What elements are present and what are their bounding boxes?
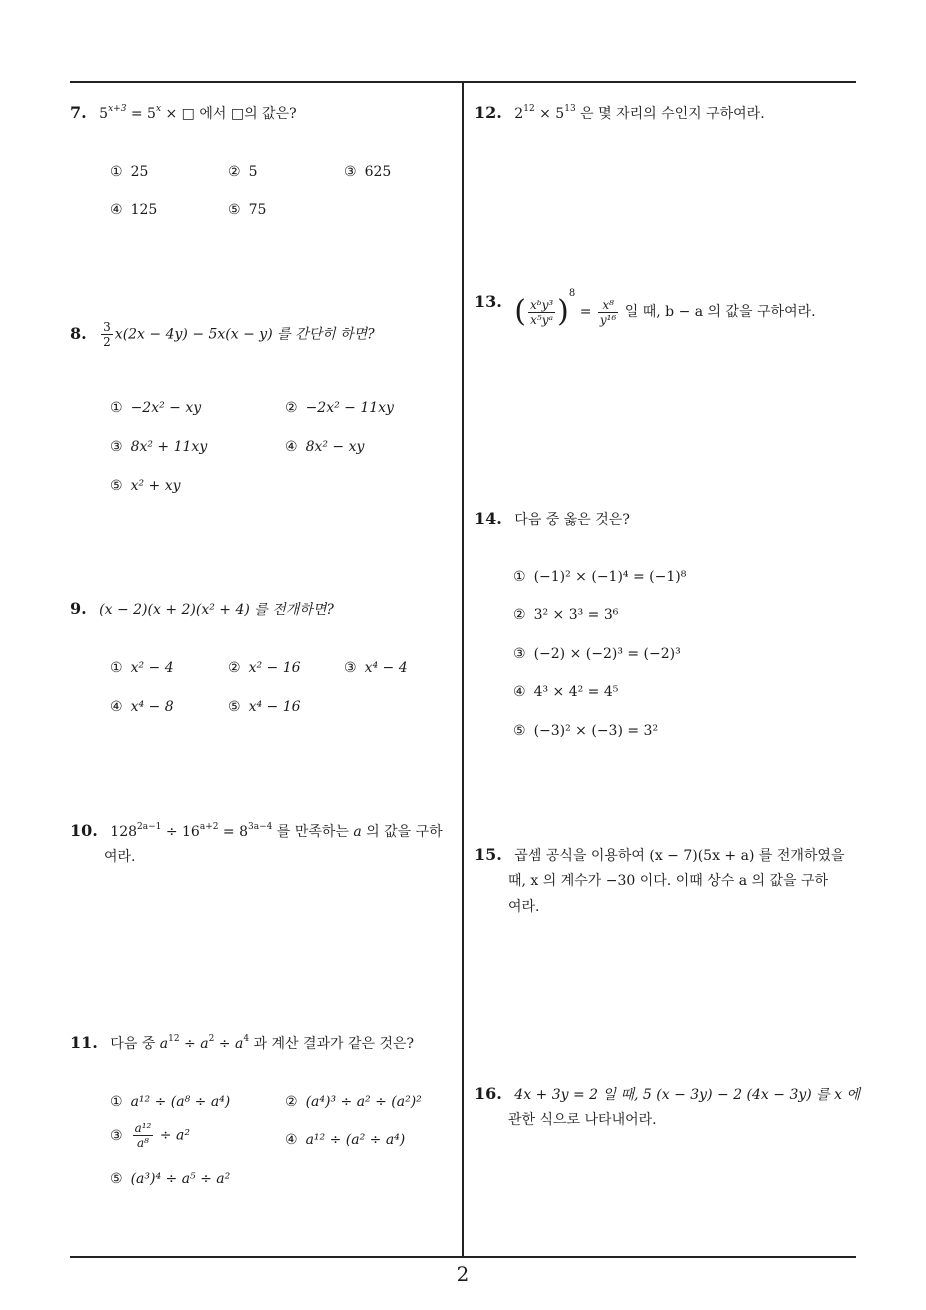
q7-option-5[interactable]: ⑤ 75 (228, 202, 267, 218)
q11-option-4[interactable]: ④ a¹² ÷ (a² ÷ a⁴) (285, 1132, 406, 1148)
question-number: 7. (70, 103, 87, 122)
q8-option-4[interactable]: ④ 8x² − xy (285, 439, 365, 455)
question-9 (70, 596, 334, 623)
question-8 (70, 320, 375, 349)
question-number: 8. (70, 323, 87, 343)
q7-option-3[interactable]: ③ 625 (344, 164, 392, 180)
question-stem-line1: $128^{2a-1} \div 16^{a+2} = 8^{3a-4}$ 를 만족하는 a 의 값을 구하 (110, 822, 443, 840)
question-stem-line1: 곱셈 공식을 이용하여 (x − 7)(5x + a) 를 전개하였을 (514, 848, 845, 864)
close-paren: ) (557, 294, 569, 329)
question-stem: (x − 2)(x + 2)(x² + 4) 를 전개하면? (99, 602, 334, 618)
inner-fraction: $\frac{\text{xᵇy³}}{\text{x⁵yᵃ}}$ (530, 297, 554, 327)
question-stem: $5^{x+3} = 5^x$ × □ 에서 □의 값은? (99, 104, 297, 122)
q11-option-3[interactable]: ③ $\frac{\text{a¹²}}{\text{a⁸}}$ ÷ a² (110, 1121, 190, 1150)
q9-option-5[interactable]: ⑤ x⁴ − 16 (228, 699, 301, 715)
q11-option-1[interactable]: ① a¹² ÷ (a⁸ ÷ a⁴) (110, 1094, 231, 1110)
question-16 (474, 1081, 860, 1108)
page-number: 2 (456, 1262, 470, 1286)
question-number: 11. (70, 1033, 98, 1052)
q7-option-1[interactable]: ① 25 (110, 164, 149, 180)
question-14 (474, 506, 630, 533)
q14-option-5[interactable]: ⑤ (−3)² × (−3) = 3² (513, 723, 659, 739)
q11-option-5[interactable]: ⑤ (a³)⁴ ÷ a⁵ ÷ a² (110, 1171, 231, 1187)
q11-option-2[interactable]: ② (a⁴)³ ÷ a² ÷ (a²)² (285, 1094, 422, 1110)
question-number: 13. (474, 292, 502, 311)
rhs-fraction: $\frac{\text{x⁸}}{\text{y¹⁶}}$ (599, 297, 617, 327)
question-15-line3: 여라. (508, 899, 540, 915)
question-11 (70, 1030, 414, 1057)
question-16-line2: 관한 식으로 나타내어라. (508, 1112, 657, 1128)
q14-option-1[interactable]: ① (−1)² × (−1)⁴ = (−1)⁸ (513, 569, 687, 585)
column-divider (462, 82, 464, 1257)
question-12 (474, 100, 765, 127)
question-number: 10. (70, 821, 98, 840)
outer-exponent: 8 (568, 288, 576, 300)
question-stem: 다음 중 $a^{12} \div a^2 \div a^4$ 과 계산 결과가 같은 것은? (110, 1034, 415, 1052)
q9-option-4[interactable]: ④ x⁴ − 8 (110, 699, 174, 715)
q7-option-2[interactable]: ② 5 (228, 164, 258, 180)
question-number: 12. (474, 103, 502, 122)
q9-option-3[interactable]: ③ x⁴ − 4 (344, 660, 408, 676)
q14-option-3[interactable]: ③ (−2) × (−2)³ = (−2)³ (513, 646, 681, 662)
q9-option-1[interactable]: ① x² − 4 (110, 660, 174, 676)
question-stem: 다음 중 옳은 것은? (514, 512, 630, 528)
question-10 (70, 818, 458, 845)
question-15-line2: 때, x 의 계수가 −30 이다. 이때 상수 a 의 값을 구하 (508, 873, 829, 889)
q9-option-2[interactable]: ② x² − 16 (228, 660, 301, 676)
q8-option-5[interactable]: ⑤ x² + xy (110, 478, 181, 494)
question-stem: 일 때, b − a 의 값을 구하여라. (624, 304, 816, 320)
question-15 (474, 842, 844, 869)
q8-option-2[interactable]: ② −2x² − 11xy (285, 400, 394, 416)
question-number: 15. (474, 845, 502, 864)
question-number: 16. (474, 1084, 502, 1103)
question-stem-line1: 4x + 3y = 2 일 때, 5 (x − 3y) − 2 (4x − 3y) 를 x 에 (514, 1087, 861, 1103)
q14-option-4[interactable]: ④ 4³ × 4² = 4⁵ (513, 684, 619, 700)
question-number: 14. (474, 509, 502, 528)
question-10-line2: 여라. (104, 849, 136, 865)
question-7 (70, 100, 297, 127)
question-number: 9. (70, 599, 87, 618)
q8-option-1[interactable]: ① −2x² − xy (110, 400, 202, 416)
question-13: 13. ( $\frac{\text{xᵇy³}}{\text{x⁵yᵃ}}$ )$^8$ = $\frac{\text{x⁸}}{\text{y¹⁶}}$ 일 때, b − a 의 값을 구하여라. (474, 288, 816, 329)
question-stem: x(2x − 4y) − 5x(x − y) 를 간단히 하면? (114, 326, 375, 343)
q8-option-3[interactable]: ③ 8x² + 11xy (110, 439, 208, 455)
q7-option-4[interactable]: ④ 125 (110, 202, 158, 218)
open-paren: ( (514, 294, 527, 329)
question-stem: $2^{12} \times 5^{13}$ 은 몇 자리의 수인지 구하여라. (514, 104, 765, 122)
fraction: $\frac{3}{2}$ (103, 320, 111, 349)
q14-option-2[interactable]: ② 3² × 3³ = 3⁶ (513, 607, 619, 623)
